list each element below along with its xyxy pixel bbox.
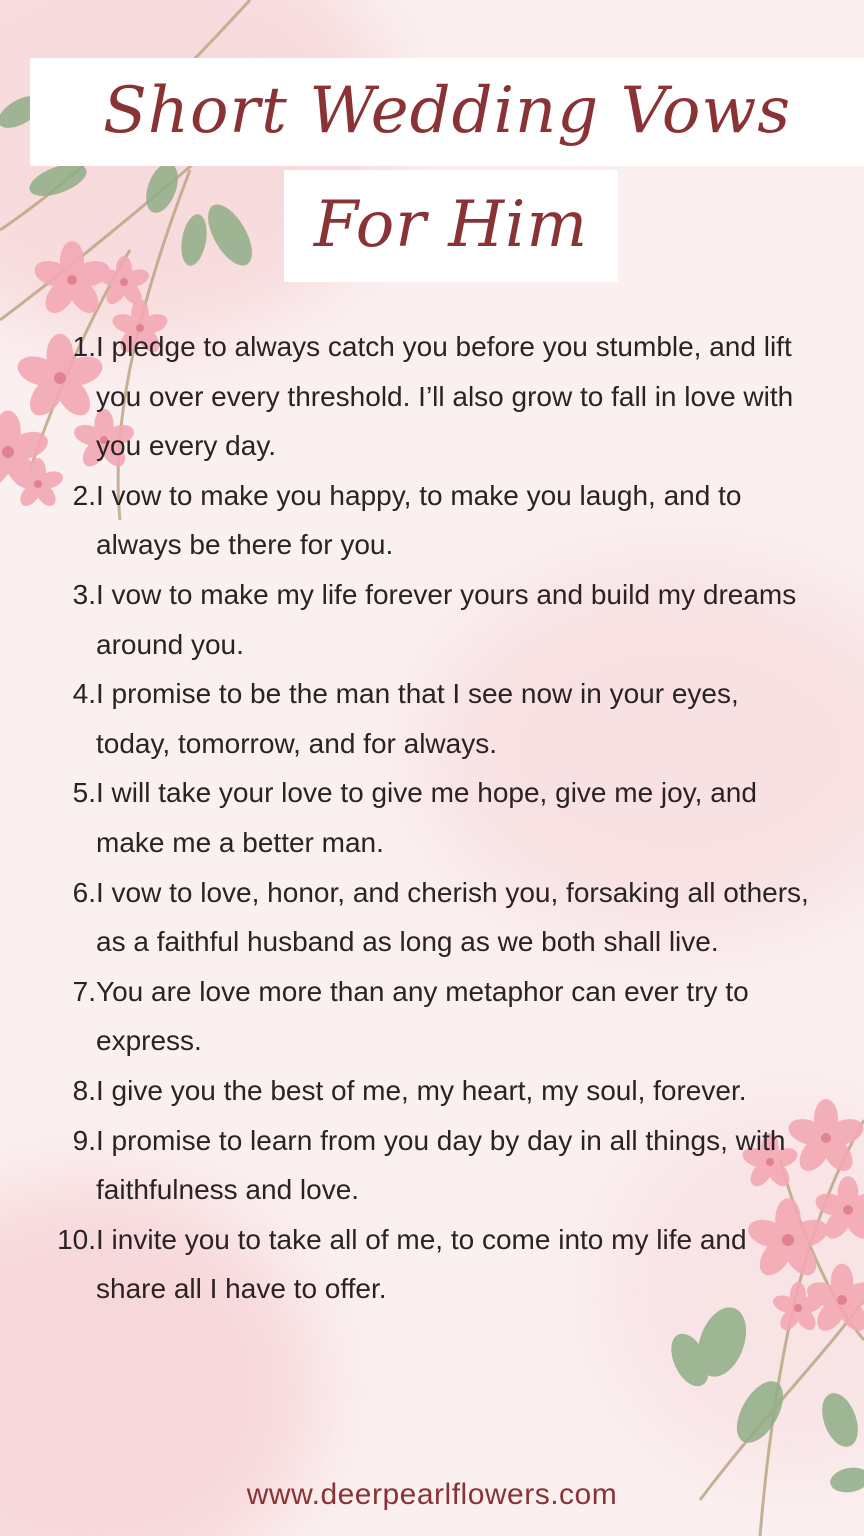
vow-item [0,868,864,967]
vow-text: I promise to be the man that I see now in your eyes, today, tomorrow, and for always. [96,678,739,759]
vow-text: I will take your love to give me hope, give me joy, and make me a better man. [96,777,757,858]
vow-number: 1. [72,331,96,362]
vow-item [0,1215,864,1314]
vow-item [0,1066,864,1116]
vow-list [0,322,864,1314]
vow-item [0,967,864,1066]
vow-text: I promise to learn from you day by day in all things, with faithfulness and love. [96,1124,786,1206]
vow-item [0,669,864,768]
vow-number: 3. [72,578,96,610]
vow-number: 4. [72,678,96,710]
vow-number: 6. [72,876,96,908]
page-title-line2: For Him [313,188,589,262]
vow-item [0,471,864,570]
vow-number: 10. [57,1223,96,1255]
vow-text: I invite you to take all of me, to come into my life and share all I have to offer. [96,1223,747,1305]
vow-number: 8. [72,1074,96,1106]
vow-text: I vow to make my life forever yours and build my dreams around you. [96,578,797,660]
vow-number: 9. [72,1124,96,1156]
vow-number: 5. [72,777,96,809]
vow-text: You are love more than any metaphor can ever try to express. [96,975,749,1057]
vow-item [0,570,864,669]
vow-number: 7. [72,975,96,1007]
vow-number: 2. [72,479,96,511]
vow-item [0,322,864,471]
vow-text: I give you the best of me, my heart, my soul, forever. [96,1074,747,1106]
vow-text: I pledge to always catch you before you stumble, and lift you over every threshold. I’ll also grow to fall in love with you every day. [96,331,794,462]
vow-text: I vow to make you happy, to make you laugh, and to always be there for you. [96,479,742,561]
website-url[interactable]: www.deerpearlflowers.com [246,1478,618,1511]
vow-item [0,1116,864,1215]
bottom-right-leaves [664,1301,864,1496]
vow-text: I vow to love, honor, and cherish you, forsaking all others, as a faithful husband as long as we both shall live. [96,876,809,958]
page-title-line1: Short Wedding Vows [102,74,792,148]
vow-item [0,768,864,867]
